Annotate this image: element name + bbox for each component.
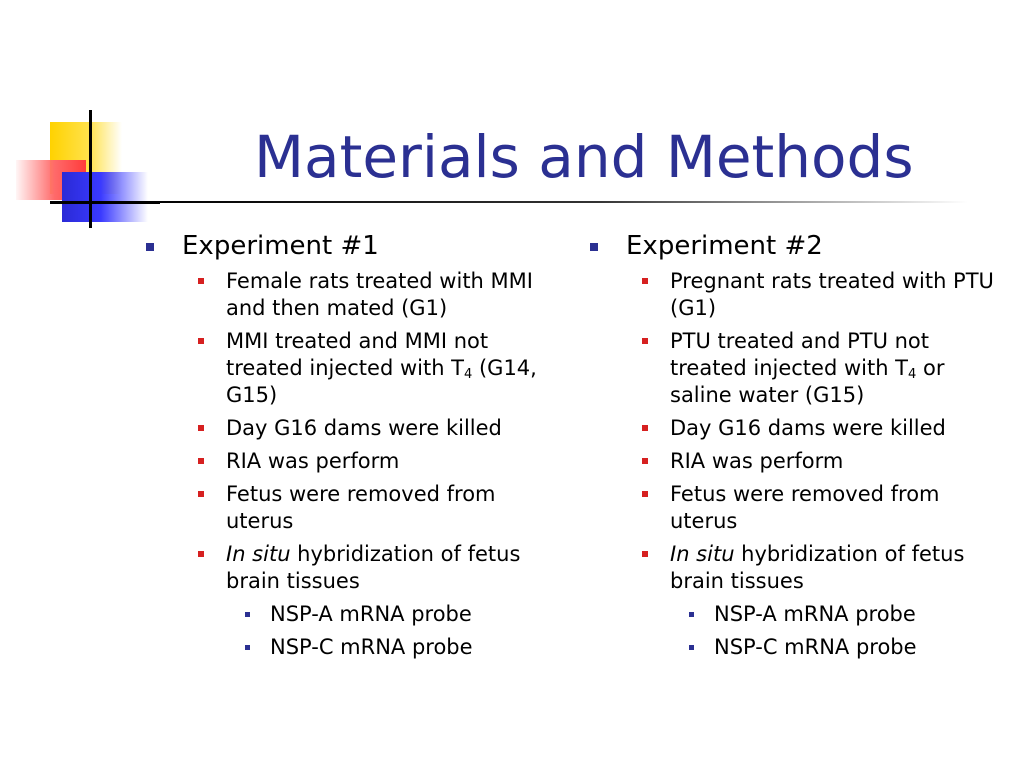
square-bullet-icon bbox=[198, 458, 204, 464]
square-bullet-icon bbox=[689, 645, 694, 650]
list-item bbox=[588, 481, 998, 535]
square-bullet-icon bbox=[198, 338, 204, 344]
square-bullet-icon bbox=[198, 551, 204, 557]
square-bullet-icon bbox=[198, 491, 204, 497]
list-item bbox=[588, 268, 998, 322]
item-text-tail: or saline water (G15) bbox=[670, 356, 945, 407]
square-bullet-icon bbox=[198, 278, 204, 284]
item-text: Fetus were removed from uterus bbox=[670, 482, 940, 533]
item-text: RIA was perform bbox=[226, 449, 400, 473]
sub-list-item bbox=[144, 601, 554, 628]
item-text: MMI treated and MMI not treated injected with T bbox=[226, 329, 489, 380]
slide-title: Materials and Methods bbox=[254, 123, 914, 191]
item-text-italic: In situ bbox=[226, 542, 291, 566]
list-item bbox=[588, 328, 998, 409]
item-text-italic: In situ bbox=[670, 542, 735, 566]
list-item bbox=[144, 448, 554, 475]
list-item bbox=[144, 415, 554, 442]
experiment-heading bbox=[144, 228, 554, 264]
square-bullet-icon bbox=[642, 491, 648, 497]
item-text: Female rats treated with MMI and then mated (G1) bbox=[226, 269, 533, 320]
item-text: RIA was perform bbox=[670, 449, 844, 473]
square-bullet-icon bbox=[245, 612, 250, 617]
list-item bbox=[144, 328, 554, 409]
subscript: 4 bbox=[908, 367, 917, 382]
blue-square-decoration bbox=[62, 172, 148, 222]
list-item bbox=[144, 268, 554, 322]
left-column bbox=[144, 228, 554, 667]
item-text-tail: hybridization of fetus brain tissues bbox=[226, 542, 521, 593]
sub-item-text: NSP-A mRNA probe bbox=[270, 602, 472, 626]
square-bullet-icon bbox=[642, 278, 648, 284]
vertical-line-decoration bbox=[89, 110, 92, 228]
list-item bbox=[588, 541, 998, 595]
right-column bbox=[588, 228, 998, 667]
item-text-tail: (G14, G15) bbox=[226, 356, 537, 407]
heading-text: Experiment #1 bbox=[182, 231, 379, 261]
square-bullet-icon bbox=[642, 338, 648, 344]
square-bullet-icon bbox=[146, 243, 154, 251]
sub-list-item bbox=[588, 634, 998, 661]
sub-item-text: NSP-C mRNA probe bbox=[714, 635, 917, 659]
decorative-logo bbox=[0, 0, 160, 240]
list-item bbox=[588, 448, 998, 475]
sub-item-text: NSP-A mRNA probe bbox=[714, 602, 916, 626]
square-bullet-icon bbox=[590, 243, 598, 251]
square-bullet-icon bbox=[642, 458, 648, 464]
list-item bbox=[588, 415, 998, 442]
item-text: Day G16 dams were killed bbox=[670, 416, 946, 440]
item-text: Day G16 dams were killed bbox=[226, 416, 502, 440]
square-bullet-icon bbox=[689, 612, 694, 617]
square-bullet-icon bbox=[198, 425, 204, 431]
list-item bbox=[144, 541, 554, 595]
sub-list-item bbox=[588, 601, 998, 628]
item-text: Pregnant rats treated with PTU (G1) bbox=[670, 269, 994, 320]
subscript: 4 bbox=[464, 367, 473, 382]
item-text: PTU treated and PTU not treated injected with T bbox=[670, 329, 930, 380]
square-bullet-icon bbox=[642, 551, 648, 557]
title-underline bbox=[144, 201, 968, 203]
square-bullet-icon bbox=[642, 425, 648, 431]
sub-item-text: NSP-C mRNA probe bbox=[270, 635, 473, 659]
experiment-heading bbox=[588, 228, 998, 264]
sub-list-item bbox=[144, 634, 554, 661]
item-text-tail: hybridization of fetus brain tissues bbox=[670, 542, 965, 593]
item-text: Fetus were removed from uterus bbox=[226, 482, 496, 533]
list-item bbox=[144, 481, 554, 535]
square-bullet-icon bbox=[245, 645, 250, 650]
heading-text: Experiment #2 bbox=[626, 231, 823, 261]
